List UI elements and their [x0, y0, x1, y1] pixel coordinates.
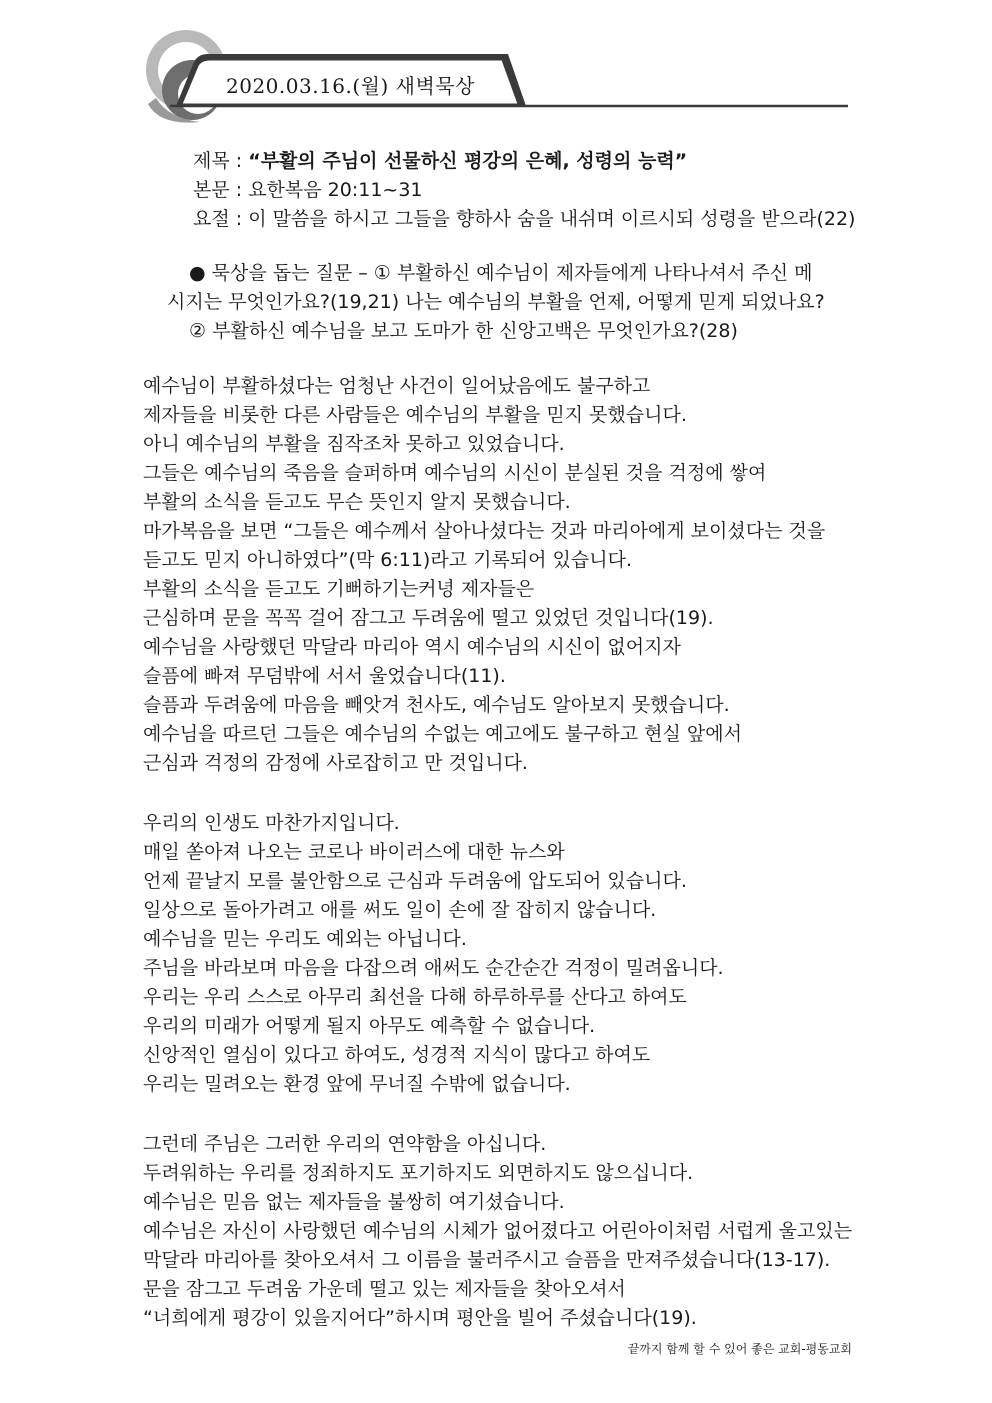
sermon-body: [143, 372, 863, 1364]
body-line: 막달라 마리아를 찾아오셔서 그 이름을 불러주시고 슬픔을 만져주셨습니다(13-17).: [143, 1249, 831, 1271]
body-line: 제자들을 비롯한 다른 사람들은 예수님의 부활을 믿지 못했습니다.: [143, 404, 687, 426]
body-line: 아니 예수님의 부활을 짐작조차 못하고 있었습니다.: [143, 433, 565, 455]
body-line: “너희에게 평강이 있을지어다”하시며 평안을 빌어 주셨습니다(19).: [143, 1307, 697, 1329]
body-line: 듣고도 믿지 아니하였다”(막 6:11)라고 기록되어 있습니다.: [143, 549, 633, 571]
key-verse-label: 요절 :: [193, 208, 249, 230]
body-line: 우리는 우리 스스로 아무리 최선을 다해 하루하루를 산다고 하여도: [143, 986, 687, 1008]
body-line: 예수님을 믿는 우리도 예외는 아닙니다.: [143, 928, 467, 950]
scripture-label: 본문 :: [193, 179, 249, 201]
body-line: 언제 끝날지 모를 불안함으로 근심과 두려움에 압도되어 있습니다.: [143, 870, 687, 892]
key-verse-row: [193, 205, 855, 234]
question-line: 시지는 무엇인가요?(19,21) 나는 예수님의 부활을 언제, 어떻게 믿게 되었나요?: [167, 291, 825, 313]
body-line: 그들은 예수님의 죽음을 슬퍼하며 예수님의 시신이 분실된 것을 걱정에 쌓여: [143, 462, 767, 484]
scripture-reference: 요한복음 20:11~31: [248, 179, 423, 201]
meditation-questions: [167, 259, 847, 346]
sermon-title: “부활의 주님이 선물하신 평강의 은혜, 성령의 능력”: [248, 150, 688, 172]
body-line: 매일 쏟아져 나오는 코로나 바이러스에 대한 뉴스와: [143, 841, 565, 863]
body-line: 부활의 소식을 듣고도 무슨 뜻인지 알지 못했습니다.: [143, 491, 571, 513]
body-line: 신앙적인 열심이 있다고 하여도, 성경적 지식이 많다고 하여도: [143, 1044, 651, 1066]
body-line: 두려워하는 우리를 정죄하지도 포기하지도 외면하지도 않으십니다.: [143, 1162, 694, 1184]
paragraph: [143, 1130, 863, 1333]
footer-church-motto: 끝까지 함께 할 수 있어 좋은 교회-평동교회: [627, 1342, 852, 1356]
paragraph: [143, 372, 863, 778]
body-line: 일상으로 돌아가려고 애를 써도 일이 손에 잘 잡히지 않습니다.: [143, 899, 657, 921]
body-line: 근심하며 문을 꼭꼭 걸어 잠그고 두려움에 떨고 있었던 것입니다(19).: [143, 607, 714, 629]
question-line: ● 묵상을 돕는 질문 – ① 부활하신 예수님이 제자들에게 나타나셔서 주신 메: [189, 262, 813, 284]
body-line: 슬픔에 빠져 무덤밖에 서서 울었습니다(11).: [143, 665, 506, 687]
body-line: 예수님을 따르던 그들은 예수님의 수없는 예고에도 불구하고 현실 앞에서: [143, 723, 742, 745]
body-line: 주님을 바라보며 마음을 다잡으려 애써도 순간순간 걱정이 밀려옵니다.: [143, 957, 724, 979]
body-line: 예수님을 사랑했던 막달라 마리아 역시 예수님의 시신이 없어지자: [143, 636, 681, 658]
body-line: 우리의 인생도 마찬가지입니다.: [143, 812, 400, 834]
body-line: 우리의 미래가 어떻게 될지 아무도 예측할 수 없습니다.: [143, 1015, 596, 1037]
body-line: 예수님은 자신이 사랑했던 예수님의 시체가 없어졌다고 어린아이처럼 서럽게 울고있는: [143, 1220, 853, 1242]
scripture-row: [193, 176, 855, 205]
body-line: 슬픔과 두려움에 마음을 빼앗겨 천사도, 예수님도 알아보지 못했습니다.: [143, 694, 730, 716]
body-line: 마가복음을 보면 “그들은 예수께서 살아나셨다는 것과 마리아에게 보이셨다는 것을: [143, 520, 826, 542]
header-date: 2020.03.16.(월) 새벽묵상: [226, 74, 475, 98]
page-header: [140, 18, 852, 128]
title-row: [193, 147, 855, 176]
body-line: 부활의 소식을 듣고도 기뻐하기는커녕 제자들은: [143, 578, 535, 600]
body-line: 우리는 밀려오는 환경 앞에 무너질 수밖에 없습니다.: [143, 1073, 571, 1095]
key-verse: 이 말씀을 하시고 그들을 향하사 숨을 내쉬며 이르시되 성령을 받으라(22): [248, 208, 856, 230]
question-line: ② 부활하신 예수님을 보고 도마가 한 신앙고백은 무엇인가요?(28): [189, 320, 738, 342]
body-line: 문을 잠그고 두려움 가운데 떨고 있는 제자들을 찾아오셔서: [143, 1278, 626, 1300]
body-line: 근심과 걱정의 감정에 사로잡히고 만 것입니다.: [143, 752, 528, 774]
body-line: 예수님은 믿음 없는 제자들을 불쌍히 여기셨습니다.: [143, 1191, 565, 1213]
body-line: 예수님이 부활하셨다는 엄청난 사건이 일어났음에도 불구하고: [143, 375, 651, 397]
paragraph: [143, 809, 863, 1099]
sermon-meta: [193, 147, 855, 234]
title-label: 제목 :: [193, 150, 249, 172]
body-line: 그런데 주님은 그러한 우리의 연약함을 아십니다.: [143, 1133, 547, 1155]
